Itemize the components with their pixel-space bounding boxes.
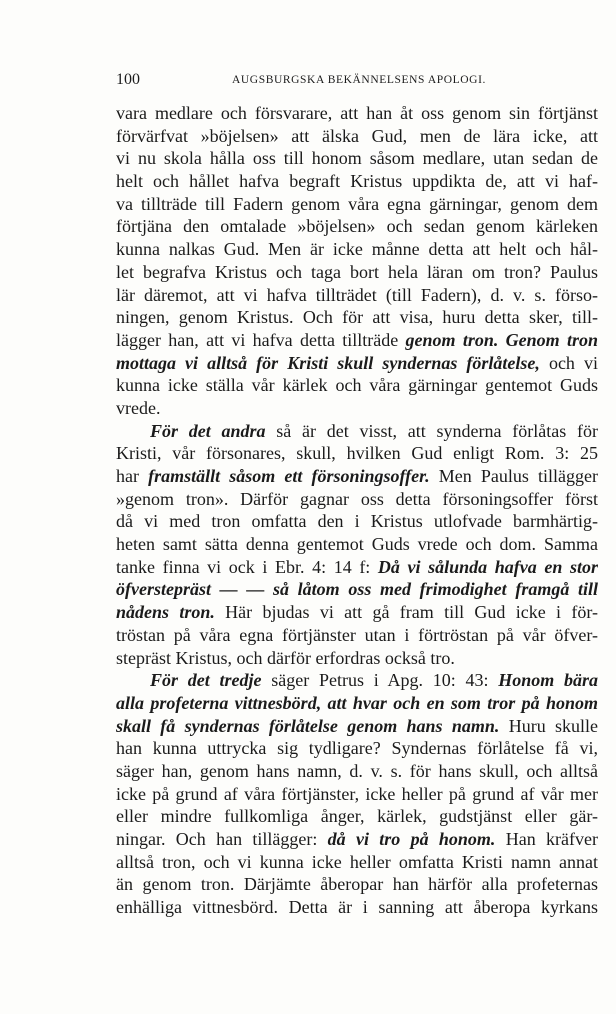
text-run: tröstan på våra egna förtjänster utan i förtröstan på vår öfver- (116, 624, 598, 645)
text-line (116, 352, 598, 375)
emphasized-text: skall få syndernas förlåtelse genom hans namn. (116, 715, 500, 736)
text-line (116, 578, 598, 601)
text-line (116, 647, 598, 670)
text-run: Men Paulus tillägger (429, 466, 598, 486)
text-line (116, 147, 598, 170)
text-line (116, 238, 598, 261)
text-run: förtjäna den omtalade »böjelsen» och sedan genom kärleken (116, 216, 598, 237)
text-line (116, 193, 598, 216)
emphasized-text: Honom bära (498, 670, 598, 691)
emphasized-text: För det andra (150, 420, 266, 441)
text-line (116, 715, 598, 738)
emphasized-text: alla profeterna vittnesbörd, att hvar och en som tror på honom (116, 692, 598, 713)
text-run: Kristi, vår försonares, skull, hvilken Gud enligt Rom. 3: 25 (116, 443, 598, 464)
text-run: helt och hållet hafva begraft Kristus uppdikta de, att vi haf- (116, 171, 598, 192)
text-run: ningar. Och han tillägger: (116, 829, 328, 849)
text-run: han kunna uttrycka sig tydligare? Syndernas förlåtelse få vi, (116, 738, 598, 759)
body-text (116, 102, 598, 919)
text-run: vrede. (116, 397, 161, 418)
text-run: säger han, genom hans namn, d. v. s. för hans skull, och alltså (116, 760, 598, 781)
emphasized-text: mottaga vi alltså för Kristi skull syndernas förlåtelse, (116, 352, 540, 373)
text-run: kunna nalkas Gud. Men är icke månne detta att helt och hål- (116, 239, 598, 260)
text-line (116, 306, 598, 329)
text-run: än genom tron. Därjämte åberopar han härför alla profeternas (116, 874, 598, 895)
text-line (116, 624, 598, 647)
text-line (116, 442, 598, 465)
text-run: »genom tron». Därför gagnar oss detta försoningsoffer först (116, 488, 598, 509)
text-run: let begrafva Kristus och taga bort hela läran om tron? Paulus (116, 261, 598, 282)
text-run: Huru skulle (499, 715, 598, 736)
text-line (116, 556, 598, 579)
page-number: 100 (116, 71, 140, 88)
running-head: AUGSBURGSKA BEKÄNNELSENS APOLOGI. (232, 74, 486, 86)
emphasized-text: nådens tron. (116, 602, 215, 623)
text-line (116, 783, 598, 806)
text-line (116, 420, 598, 443)
text-line (116, 669, 598, 692)
text-line (116, 374, 598, 397)
text-run: enhälliga vittnesbörd. Detta är i sanning att åberopa kyrkans (116, 897, 598, 918)
text-run: Här bjudas vi att gå fram till Gud icke i för- (214, 602, 598, 623)
text-line (116, 873, 598, 896)
text-line (116, 851, 598, 874)
text-line (116, 102, 598, 125)
text-run: lär däremot, att vi hafva tillträdet (till Fadern), d. v. s. förso- (116, 284, 598, 305)
emphasized-text: då vi tro på honom. (327, 829, 496, 849)
text-line (116, 215, 598, 238)
text-run: icke på grund af våra förtjänster, icke heller på grund af vår mer (116, 783, 598, 804)
emphasized-text: öfverstepräst — — så låtom oss med frimodighet framgå till (116, 579, 598, 600)
text-line (116, 760, 598, 783)
text-line (116, 828, 598, 851)
text-run: lägger han, att vi hafva detta tillträde (116, 329, 406, 350)
text-run: förvärfvat »böjelsen» att älska Gud, men de lära icke, att (116, 125, 598, 146)
text-run: Han kräfver (495, 829, 598, 849)
text-run: alltså tron, och vi kunna icke heller omfatta Kristi namn annat (116, 851, 598, 872)
text-run: kunna icke ställa vår kärlek och våra gärningar gentemot Guds (116, 375, 598, 396)
text-line (116, 601, 598, 624)
text-line (116, 737, 598, 760)
text-run: stepräst Kristus, och därför erfordras också tro. (116, 647, 455, 668)
text-run: ningen, genom Kristus. Och för att visa, huru detta sker, till- (116, 307, 598, 328)
emphasized-text: Då vi sålunda hafva en stor (377, 556, 598, 577)
text-line (116, 533, 598, 556)
text-run: säger Petrus i Apg. 10: 43: (261, 670, 499, 691)
emphasized-text: framställt såsom ett försoningsoffer. (148, 466, 430, 486)
text-line (116, 125, 598, 148)
text-run: så är det visst, att synderna förlåtas för (265, 420, 598, 441)
text-run: vi nu skola hålla oss till honom såsom medlare, utan sedan de (116, 148, 598, 169)
text-line (116, 692, 598, 715)
text-line (116, 465, 598, 488)
text-line (116, 488, 598, 511)
paragraph (116, 420, 598, 670)
text-run: och vi (539, 352, 598, 373)
emphasized-text: För det tredje (150, 670, 262, 691)
text-line (116, 805, 598, 828)
text-line (116, 284, 598, 307)
text-line (116, 170, 598, 193)
text-run: vara medlare och försvarare, att han åt oss genom sin förtjänst (116, 103, 598, 123)
text-line (116, 397, 598, 420)
text-run: heten samt sätta denna gentemot Guds vrede och dom. Samma (116, 534, 598, 555)
text-run: tanke finna vi ock i Ebr. 4: 14 f: (116, 556, 378, 577)
emphasized-text: genom tron. Genom tron (405, 329, 598, 350)
text-line (116, 510, 598, 533)
paragraph (116, 102, 598, 420)
text-run: då vi med tron omfatta den i Kristus utlofvade barmhärtig- (116, 511, 598, 532)
text-run: har (116, 466, 149, 486)
text-line (116, 896, 598, 919)
text-run: va tillträde till Fadern genom våra egna gärningar, genom dem (116, 193, 598, 214)
text-line (116, 261, 598, 284)
paragraph (116, 669, 598, 919)
text-run: eller mindre fullkomliga ånger, kärlek, gudstjänst eller gär- (116, 806, 598, 827)
text-line (116, 329, 598, 352)
